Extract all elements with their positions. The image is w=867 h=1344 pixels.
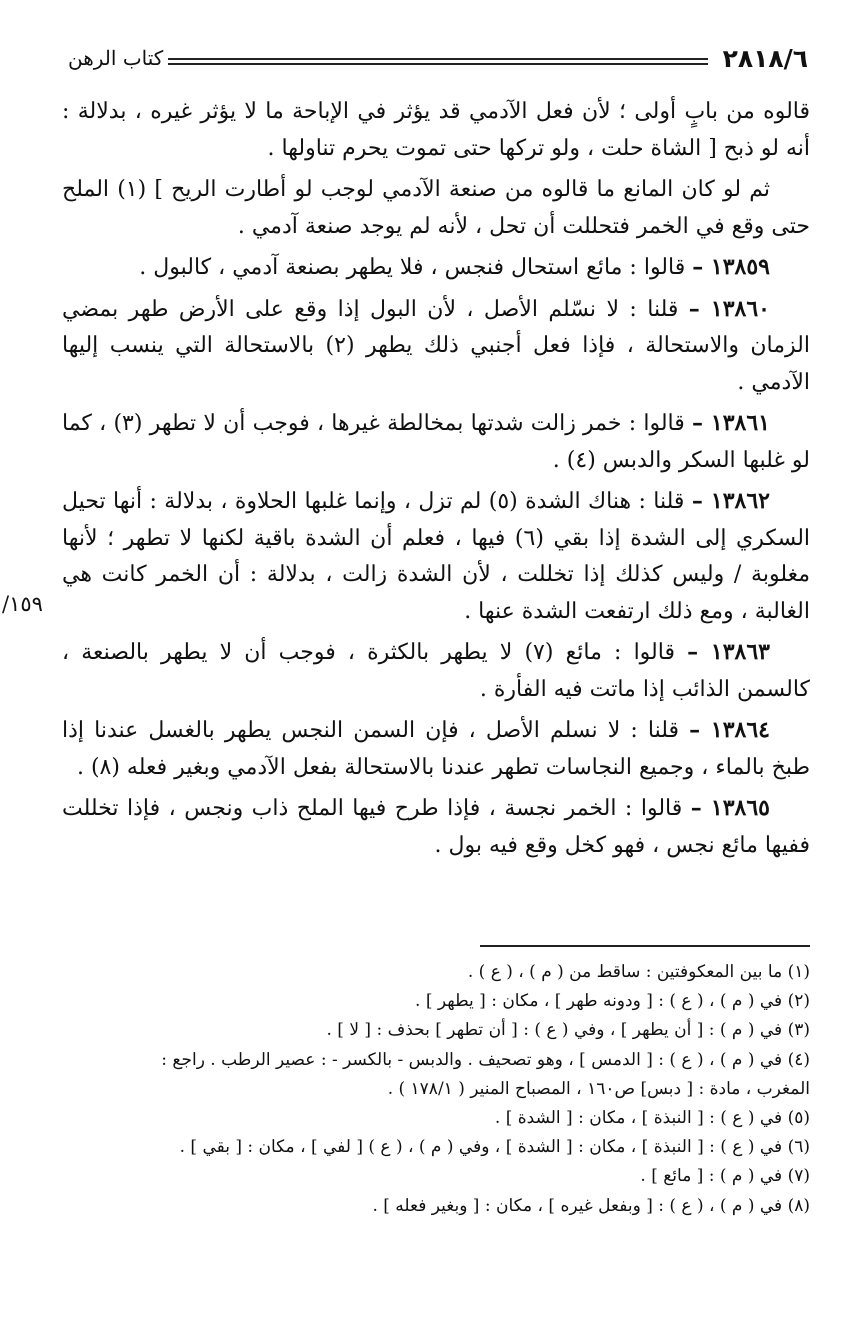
footnote: (٢) في ( م ) ، ( ع ) : [ ودونه طهر ] ، مكان : [ يطهر ] .: [415, 991, 810, 1012]
paragraph: ثم لو كان المانع ما قالوه من صنعة الآدمي لوجب لو أطارت الريح ] (١) الملح حتى وقع في الخمر فتحللت أن تحل ، لأنه لم يوجد صنعة آدمي .: [62, 177, 810, 239]
header-rule-2: [168, 63, 708, 65]
footnote: (٣) في ( م ) : [ أن يطهر ] ، وفي ( ع ) : [ أن تطهر ] بحذف : [ لا ] .: [326, 1020, 810, 1041]
paragraph: ١٣٨٦٥ – قالوا : الخمر نجسة ، فإذا طرح فيها الملح ذاب ونجس ، فإذا تخللت ففيها مائع نجس ، فهو كخل وقع فيه بول .: [62, 795, 810, 858]
footnote: (٨) في ( م ) ، ( ع ) : [ وبفعل غيره ] ، مكان : [ وبغير فعله ] .: [372, 1195, 810, 1216]
footnotes: [60, 958, 810, 1221]
paragraph: ١٣٨٦٣ – قالوا : مائع (٧) لا يطهر بالكثرة ، فوجب أن لا يطهر بالصنعة ، كالسمن الذائب إذا ماتت فيه الفأرة .: [62, 639, 810, 702]
book-title: كتاب الرهن: [68, 46, 164, 70]
paragraph: ١٣٨٦٤ – قلنا : لا نسلم الأصل ، فإن السمن النجس يطهر بالغسل عندنا إذا طبخ بالماء ، وجميع النجاسات تطهر عندنا بالاستحالة بفعل الآدمي وبغير فعله (٨) .: [62, 717, 810, 780]
paragraph: قالوه من بابٍ أولى ؛ لأن فعل الآدمي قد يؤثر في الإباحة ما لا يؤثر غيره ، بدلالة : أنه لو ذبح [ الشاة حلت ، ولو تركها حتى تموت يحرم تناولها .: [62, 99, 810, 161]
footnote: المغرب ، مادة : [ دبس] ص١٦٠ ، المصباح المنير ( ١٧٨/١ ) .: [387, 1078, 810, 1099]
footnote: (٤) في ( م ) ، ( ع ) : [ الدمس ] ، وهو تصحيف . والدبس - بالكسر - : عصير الرطب . راجع :: [161, 1049, 810, 1070]
page-header: [68, 42, 808, 82]
header-rule: [168, 58, 708, 60]
footnote: (٦) في ( ع ) : [ النبذة ] ، مكان : [ الشدة ] ، وفي ( م ) ، ( ع ) [ لفي ] ، مكان : [ بقي ] .: [179, 1137, 810, 1158]
paragraph: ١٣٨٦٠ – قلنا : لا نسّلم الأصل ، لأن البول إذا وقع على الأرض طهر بمضي الزمان والاستحالة ، فإذا فعل أجنبي ذلك يطهر (٢) بالاستحالة التي ينسب إليها الآدمي .: [62, 295, 810, 395]
margin-folio-note: ١٥٩/: [2, 592, 43, 616]
footnote-separator: [480, 945, 810, 947]
page-number: ٢٨١٨/٦: [722, 44, 808, 73]
footnote: (٥) في ( ع ) : [ النبذة ] ، مكان : [ الشدة ] .: [494, 1108, 810, 1129]
paragraph: ١٣٨٦٢ – قلنا : هناك الشدة (٥) لم تزل ، وإنما غلبها الحلاوة ، بدلالة : أنها تحيل السكري إلى الشدة إذا بقي (٦) فيها ، فعلم أن الشدة باقية لكنها لا تطهر ؛ لأنها مغلوبة / وليس كذلك إذا تخللت ، لأن الشدة زالت ، بدلالة : أن الخمر كانت هي الغالبة ، ومع ذلك ارتفعت الشدة عنها .: [62, 488, 811, 624]
footnote: (٧) في ( م ) : [ مائع ] .: [640, 1166, 810, 1187]
paragraph: ١٣٨٦١ – قالوا : خمر زالت شدتها بمخالطة غيرها ، فوجب أن لا تطهر (٣) ، كما لو غلبها السكر والدبس (٤) .: [62, 410, 810, 473]
main-text: [62, 93, 810, 868]
footnote: (١) ما بين المعكوفتين : ساقط من ( م ) ، ( ع ) .: [467, 962, 810, 982]
paragraph: ١٣٨٥٩ – قالوا : مائع استحال فنجس ، فلا يطهر بصنعة آدمي ، كالبول .: [139, 254, 770, 280]
